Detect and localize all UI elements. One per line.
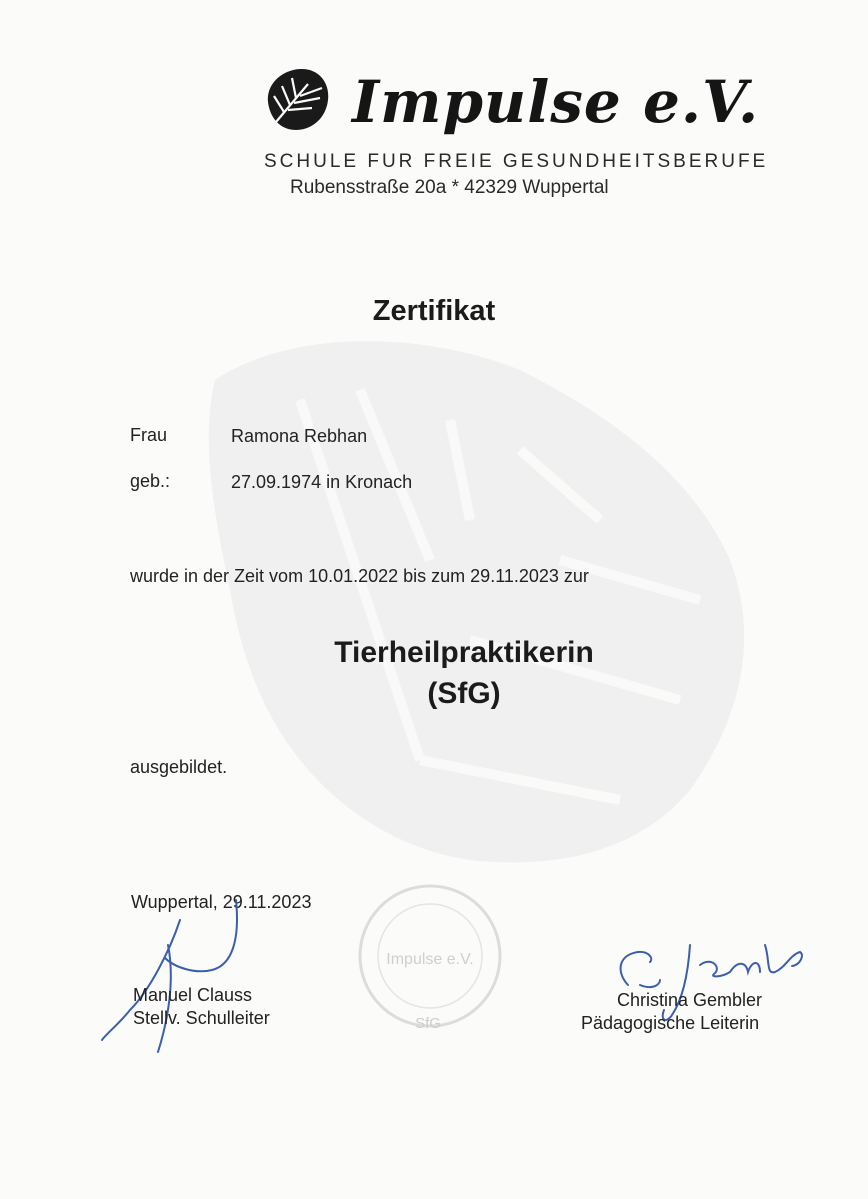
place-date: Wuppertal, 29.11.2023: [131, 892, 312, 912]
recipient-name: Ramona Rebhan: [231, 426, 368, 446]
school-subtitle: SCHULE FUR FREIE GESUNDHEITSBERUFE: [264, 151, 769, 172]
right-signatory-role: Pädagogische Leiterin: [581, 1013, 760, 1033]
right-signatory-name: Christina Gembler: [617, 990, 763, 1010]
closing-text: ausgebildet.: [130, 757, 228, 777]
leaf-logo-icon: [262, 64, 334, 136]
certificate-title: Zertifikat: [372, 295, 496, 327]
training-period-text: wurde in der Zeit vom 10.01.2022 bis zum 29.11.2023 zur: [130, 566, 589, 586]
school-address: Rubensstraße 20a * 42329 Wuppertal: [290, 177, 609, 198]
left-signatory-role: Stellv. Schulleiter: [133, 1008, 270, 1028]
degree-title: Tierheilpraktikerin: [334, 636, 594, 669]
birth-label: geb.:: [130, 471, 171, 491]
school-stamp: [350, 880, 510, 1040]
salutation-label: Frau: [130, 425, 168, 445]
stamp-bottom-text: SfG: [415, 1015, 441, 1032]
birth-value: 27.09.1974 in Kronach: [231, 472, 413, 492]
left-signatory-name: Manuel Clauss: [133, 985, 253, 1005]
degree-abbreviation: (SfG): [427, 677, 501, 710]
stamp-center-text: Impulse e.V.: [386, 951, 474, 968]
brand-logo-text: Impulse e.V.: [352, 68, 760, 136]
